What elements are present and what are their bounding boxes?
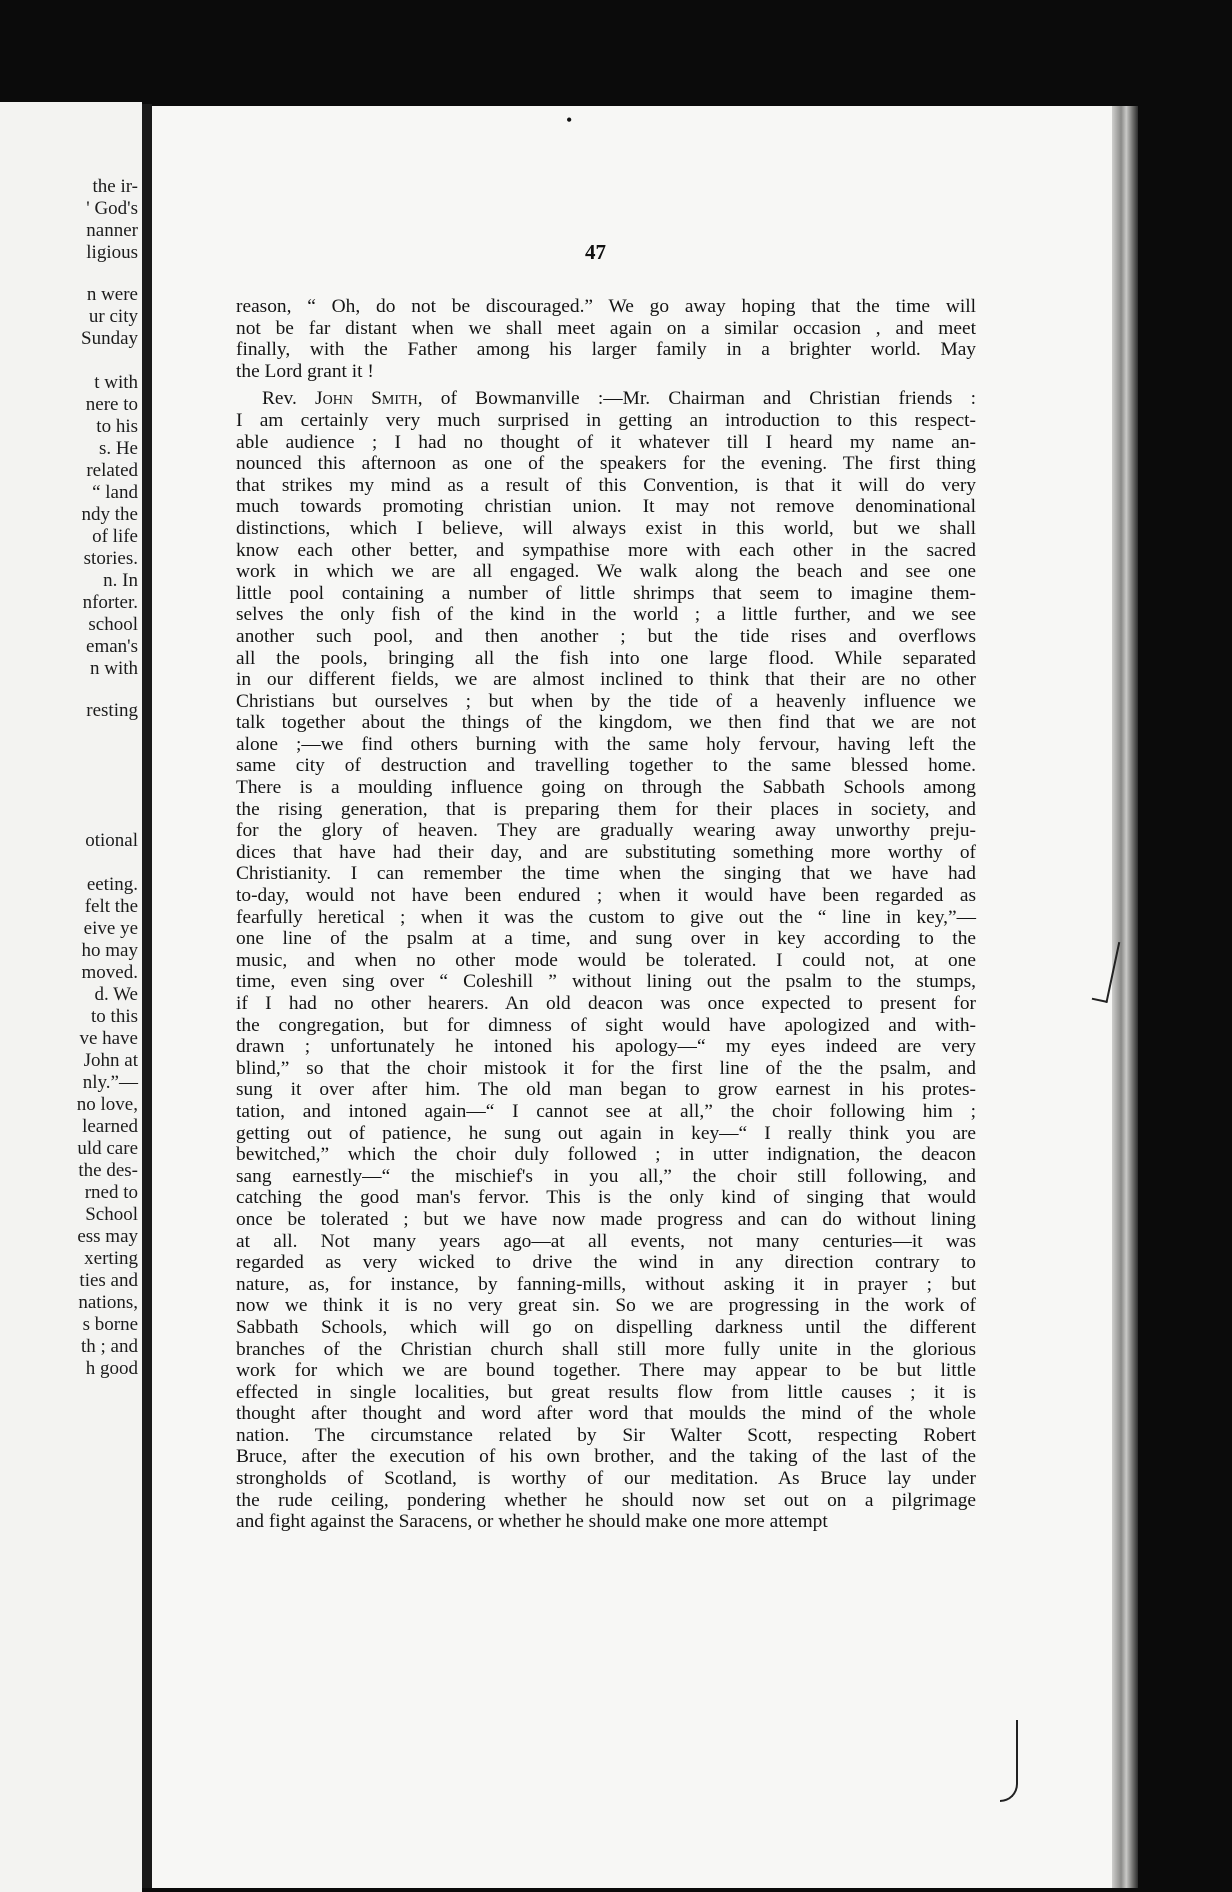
text-line: little pool containing a number of little shrimps that seem to imagine them- [236,582,976,604]
left-page-fragment: learned [82,1116,138,1137]
left-page-fragment: stories. [83,548,138,569]
left-page-fragment: n were [86,284,138,305]
text-line: nation. The circumstance related by Sir Walter Scott, respecting Robert [236,1424,976,1446]
text-line: selves the only fish of the kind in the world ; a little further, and we see [236,604,976,626]
left-page-fragment: t with [94,372,138,393]
text-line: talk together about the things of the kingdom, we then find that we are not [236,712,976,734]
text-line: work for which we are bound together. There may appear to be but little [236,1360,976,1382]
left-page-fragment: the des- [78,1160,138,1181]
text-line: time, even sing over “ Coleshill ” without lining out the psalm to the stumps, [236,971,976,993]
text-line: I am certainly very much surprised in getting an introduction to this respect- [236,409,976,431]
text-line: regarded as very wicked to drive the wind in any direction contrary to [236,1252,976,1274]
text-line: not be far distant when we shall meet again on a similar occasion , and meet [236,317,976,339]
left-page-fragment: uld care [77,1138,138,1159]
text-line: thought after thought and word after word that moulds the mind of the whole [236,1403,976,1425]
text-line: the Lord grant it ! [236,360,374,382]
ink-speck: • [566,110,573,130]
left-page-fragment: school [88,614,138,635]
text-line: the rude ceiling, pondering whether he should now set out on a pilgrimage [236,1489,976,1511]
left-page-fragment: the ir- [92,176,138,197]
left-page-fragment: rned to [84,1182,138,1203]
text-line: the congregation, but for dimness of sight would have apologized and with- [236,1014,976,1036]
text-line: the rising generation, that is preparing them for their places in society, and [236,798,976,820]
left-page-fragment: ur city [88,306,138,327]
text-line: blind,” so that the choir mistook it for the first line of the the psalm, and [236,1057,976,1079]
left-page-fragment: s. He [98,438,138,459]
text-line: nature, as, for instance, by fanning-mills, without asking it in prayer ; but [236,1273,976,1295]
text-line: branches of the Christian church shall still more fully unite in the glorious [236,1338,976,1360]
text-line: all the pools, bringing all the fish into one large flood. While separated [236,647,976,669]
text-line: fearfully heretical ; when it was the custom to give out the “ line in key,”— [236,906,976,928]
speaker-suffix: , of Bowmanville :—Mr. Chairman and Christian friends : [417,388,976,410]
left-page-fragment: no love, [76,1094,138,1115]
text-line: finally, with the Father among his larger family in a brighter world. May [236,339,976,361]
left-page-fragment: ligious [86,242,138,263]
paragraph-1 [236,296,976,382]
text-line: Christianity. I can remember the time when the singing that we have had [236,863,976,885]
left-page-fragment: School [85,1204,138,1225]
text-line: distinctions, which I believe, will always exist in this world, but we shall [236,517,976,539]
text-line: effected in single localities, but great results flow from little causes ; it is [236,1381,976,1403]
speaker-line [236,388,976,410]
left-page-fragment: ' God's [86,198,138,219]
body-text [236,296,976,1533]
text-line: reason, “ Oh, do not be discouraged.” We go away hoping that the time will [236,296,976,317]
left-page-fragment: to this [91,1006,138,1027]
text-line: work in which we are all engaged. We walk along the beach and see one [236,561,976,583]
left-page-fragment: of life [92,526,138,547]
text-line: drawn ; unfortunately he intoned his apology—“ my eyes indeed are very [236,1036,976,1058]
left-page-fragment: “ land [92,482,138,503]
text-line: for the glory of heaven. They are gradually wearing away unworthy preju- [236,820,976,842]
text-line: getting out of patience, he sung out again in key—“ I really think you are [236,1122,976,1144]
text-line: There is a moulding influence going on through the Sabbath Schools among [236,777,976,799]
left-page-fragment: Sunday [81,328,138,349]
left-page-fragment: n. In [103,570,138,591]
book-gutter [142,104,152,1888]
left-page-fragment: eman's [86,636,138,657]
text-line: Sabbath Schools, which will go on dispelling darkness until the different [236,1316,976,1338]
pen-mark [1000,1720,1018,1802]
page-edge [1112,106,1138,1888]
text-line: nounced this afternoon as one of the speakers for the evening. The first thing [236,453,976,475]
text-line: and fight against the Saracens, or whether he should make one more attempt [236,1511,828,1533]
left-page-fragment: nforter. [82,592,138,613]
text-line: in our different fields, we are almost inclined to think that their are no other [236,669,976,691]
left-page-fragment: to his [96,416,138,437]
speaker-prefix: Rev. [262,388,316,410]
left-facing-page [0,102,142,1892]
text-line: another such pool, and then another ; but the tide rises and overflows [236,625,976,647]
text-line: if I had no other hearers. An old deacon was once expected to present for [236,993,976,1014]
text-line: bewitched,” which the choir duly followed ; in utter indignation, the deacon [236,1144,976,1166]
left-page-fragment: John at [83,1050,138,1071]
left-page-fragment: ndy the [81,504,138,525]
left-page-fragment: ess may [77,1226,138,1247]
left-page-fragment: ve have [79,1028,138,1049]
text-line: one line of the psalm at a time, and sung over in key according to the [236,928,976,950]
text-line: sang earnestly—“ the mischief's in you all,” the choir still following, and [236,1165,976,1187]
left-page-fragment: resting [86,700,138,721]
paragraph-2 [236,410,976,1533]
left-page-fragment: ties and [79,1270,138,1291]
left-page-fragment: th ; and [81,1336,138,1357]
text-line: music, and when no other mode would be tolerated. I could not, at one [236,949,976,971]
left-page-fragment: nations, [78,1292,138,1313]
left-page-fragment: eive ye [83,918,138,939]
left-page-fragment: h good [85,1358,138,1379]
text-line: Christians but ourselves ; but when by the tide of a heavenly influence we [236,690,976,712]
text-line: alone ;—we find others burning with the same holy fervour, having left the [236,733,976,755]
text-line: much towards promoting christian union. It may not remove denominational [236,496,976,518]
left-page-fragment: nanner [86,220,138,241]
text-line: now we think it is no very great sin. So we are progressing in the work of [236,1295,976,1317]
left-page-fragment: n with [89,658,138,679]
text-line: strongholds of Scotland, is worthy of our meditation. As Bruce lay under [236,1468,976,1490]
left-page-fragment: eeting. [86,874,138,895]
page-number: 47 [585,240,606,264]
text-line: once be tolerated ; but we have now made progress and can do without lining [236,1208,976,1230]
speaker-name: John Smith [315,388,418,410]
left-page-fragment: s borne [82,1314,138,1335]
text-line: same city of destruction and travelling together to the same blessed home. [236,755,976,777]
text-line: at all. Not many years ago—at all events, not many centuries—it was [236,1230,976,1252]
left-page-fragment: nere to [85,394,138,415]
text-line: tation, and intoned again—“ I cannot see at all,” the choir following him ; [236,1100,976,1122]
left-page-fragment: otional [85,830,138,851]
left-page-fragment: ho may [81,940,138,961]
text-line: sung it over after him. The old man began to grow earnest in his protes- [236,1079,976,1101]
text-line: that strikes my mind as a result of this Convention, is that it will do very [236,474,976,496]
left-page-fragment: nly.”— [82,1072,138,1093]
text-line: know each other better, and sympathise more with each other in the sacred [236,539,976,561]
left-page-fragment: related [86,460,138,481]
left-page-fragment: xerting [84,1248,138,1269]
left-page-fragment: d. We [94,984,138,1005]
left-page-fragment: felt the [84,896,138,917]
text-line: dices that have had their day, and are substituting something more worthy of [236,841,976,863]
text-line: Bruce, after the execution of his own brother, and the taking of the last of the [236,1446,976,1468]
text-line: able audience ; I had no thought of it whatever till I heard my name an- [236,431,976,453]
left-page-fragment: moved. [81,962,138,983]
text-line: to-day, would not have been endured ; when it would have been regarded as [236,885,976,907]
text-line: catching the good man's fervor. This is the only kind of singing that would [236,1187,976,1209]
